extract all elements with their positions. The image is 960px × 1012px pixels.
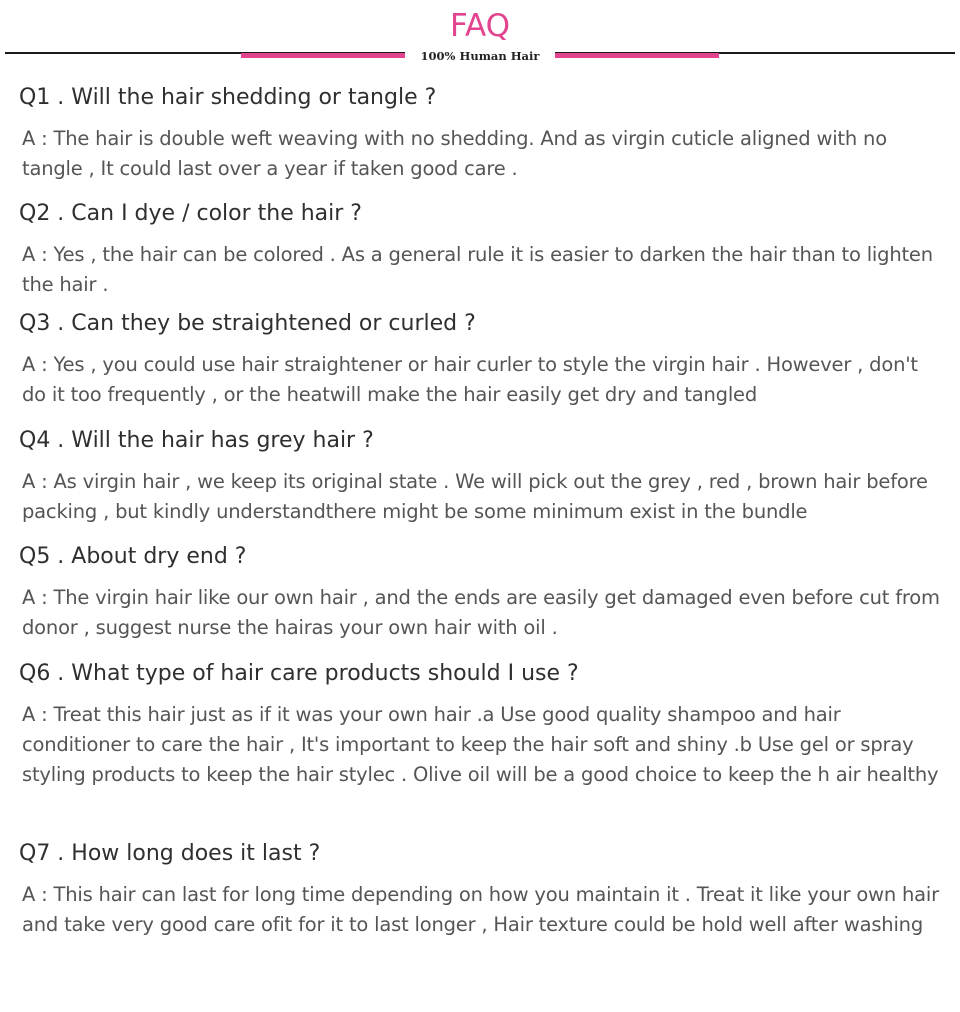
- question-text: Q5 . About dry end ?: [19, 544, 247, 569]
- question-text: Q3 . Can they be straightened or curled ?: [19, 311, 476, 336]
- question-text: Q2 . Can I dye / color the hair ?: [19, 201, 362, 226]
- answer-text: A : This hair can last for long time depending on how you maintain it . Treat it like your own hair and take very good care ofit for it to last longer , Hair texture could be hold well after washing: [22, 883, 939, 936]
- question-text: Q4 . Will the hair has grey hair ?: [19, 428, 374, 453]
- answer-text: A : The hair is double weft weaving with no shedding. And as virgin cuticle aligned with no tangle , It could last over a year if taken good care .: [22, 127, 887, 180]
- question-text: Q6 . What type of hair care products should I use ?: [19, 661, 579, 686]
- answer-text: A : The virgin hair like our own hair , and the ends are easily get damaged even before cut from donor , suggest nurse the hairas your own hair with oil .: [22, 586, 940, 639]
- answer-text: A : Treat this hair just as if it was your own hair .a Use good quality shampoo and hair conditioner to care the hair , It's important to keep the hair soft and shiny .b Use gel or spray styling products to keep the hair stylec . Olive oil will be a good choice to keep the h air healthy: [22, 703, 939, 786]
- subtitle: 100% Human Hair: [410, 47, 550, 65]
- answer-text: A : Yes , the hair can be colored . As a general rule it is easier to darken the hair than to lighten the hair .: [22, 243, 933, 296]
- question-text: Q1 . Will the hair shedding or tangle ?: [19, 85, 437, 110]
- question-text: Q7 . How long does it last ?: [19, 841, 321, 866]
- page-title: FAQ: [449, 8, 511, 44]
- answer-text: A : As virgin hair , we keep its original state . We will pick out the grey , red , brown hair before packing , but kindly understandthere might be some minimum exist in the bundle: [22, 470, 928, 523]
- answer-text: A : Yes , you could use hair straightener or hair curler to style the virgin hair . However , don't do it too frequently , or the heatwill make the hair easily get dry and tangled: [22, 353, 918, 406]
